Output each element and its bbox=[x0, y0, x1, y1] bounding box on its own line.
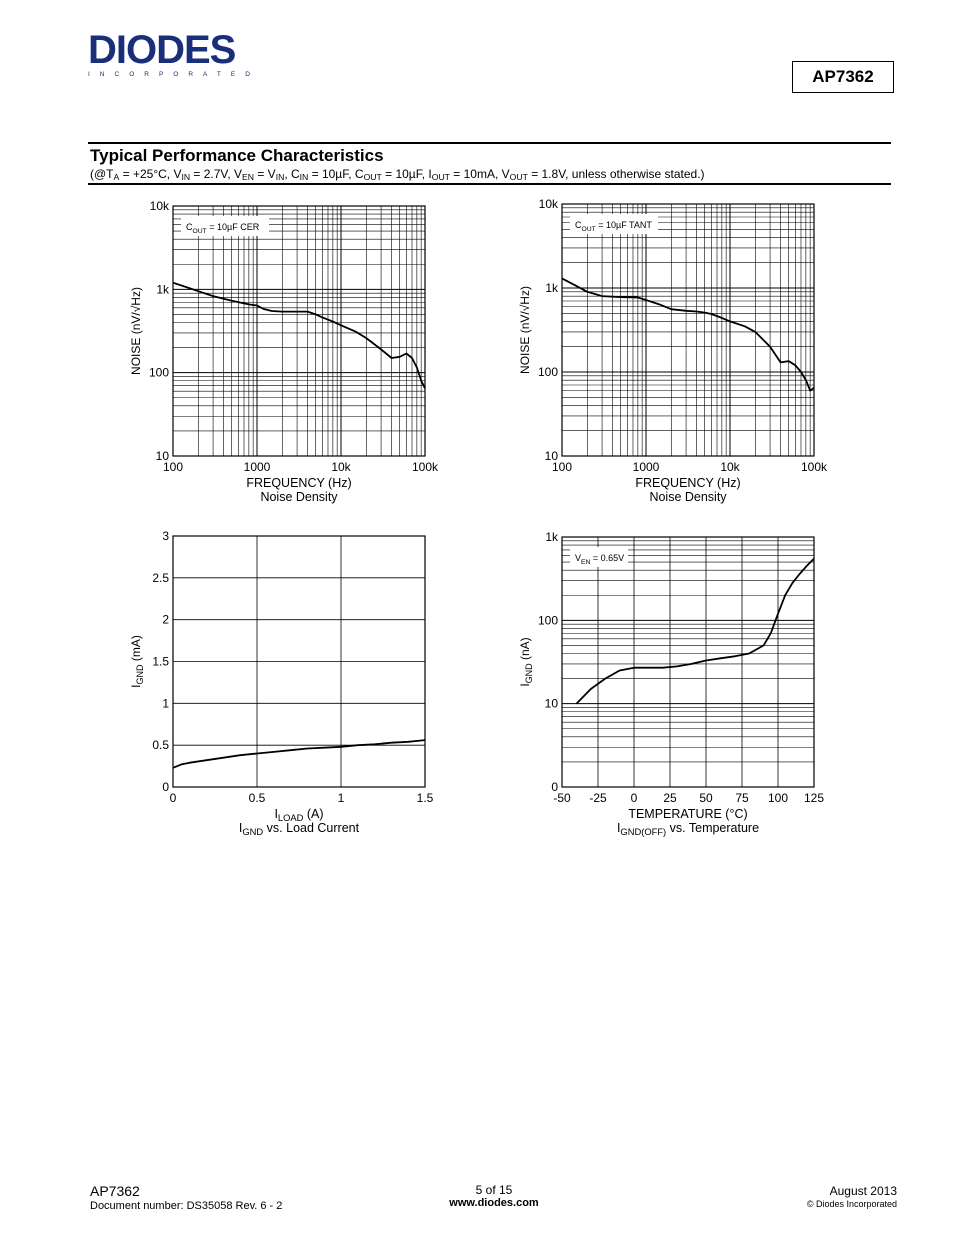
y-tick-label: 100 bbox=[537, 365, 558, 379]
y-tick-label: 0.5 bbox=[152, 738, 169, 753]
y-tick-label: 1k bbox=[545, 281, 558, 295]
x-axis-label: FREQUENCY (Hz) bbox=[246, 476, 352, 490]
grid-lines bbox=[562, 537, 814, 787]
x-tick-label: 100 bbox=[767, 791, 789, 805]
y-tick-label: 100 bbox=[537, 613, 558, 628]
y-axis-label: NOISE (nV/√Hz) bbox=[129, 287, 143, 375]
chart-caption: $I_{GND(OFF)}$ vs. Temperature bbox=[616, 821, 760, 837]
x-tick-label: 25 bbox=[663, 791, 677, 805]
part-number-box: AP7362 bbox=[792, 61, 894, 93]
y-tick-label: 1 bbox=[162, 696, 169, 711]
annotation-label: $C_{OUT} = 10\mu F$ CER bbox=[186, 222, 260, 235]
section-title: Typical Performance Characteristics bbox=[90, 146, 384, 165]
chart-ignd-off-vs-temperature bbox=[518, 530, 824, 837]
y-tick-label: 0 bbox=[551, 780, 558, 794]
x-axis-label: TEMPERATURE (°C) bbox=[628, 807, 748, 821]
x-tick-label: 1000 bbox=[632, 460, 660, 474]
plot-frame bbox=[562, 204, 814, 456]
x-tick-label: 125 bbox=[803, 791, 825, 805]
x-axis-label: FREQUENCY (Hz) bbox=[635, 476, 741, 490]
y-axis-label: $I_{GND}$ (mA) bbox=[129, 635, 145, 688]
footer-copyright: © Diodes Incorporated bbox=[806, 1199, 897, 1209]
x-tick-label: 0 bbox=[169, 791, 177, 805]
test-conditions: ($@T_A = +25^\circ C$, $V_{IN} = 2.7V$, $V_{EN} = V_{IN}$, $C_{IN} = 10\mu F$, $C_{OUT} = 10\mu F$, $I_{OUT} = 10mA$, $V_{OUT} = 1.8V$, unless otherwise stated.) bbox=[90, 167, 705, 183]
y-tick-label: 10 bbox=[544, 696, 558, 711]
chart-caption: Noise Density bbox=[260, 490, 338, 504]
footer-page: 5 of 15 bbox=[475, 1183, 513, 1197]
y-tick-label: 10k bbox=[538, 197, 558, 211]
chart-caption: $I_{GND}$ vs. Load Current bbox=[238, 821, 360, 837]
x-tick-label: 10k bbox=[331, 460, 351, 474]
x-tick-label: 1000 bbox=[243, 460, 271, 474]
chart-ignd-vs-load bbox=[129, 529, 434, 837]
x-tick-label: 100k bbox=[411, 460, 439, 474]
footer-url[interactable]: www.diodes.com bbox=[449, 1197, 539, 1209]
logo-subtext: INCORPORATED bbox=[88, 71, 260, 78]
y-tick-label: 3 bbox=[162, 529, 169, 543]
x-tick-label: 1.5 bbox=[416, 791, 434, 805]
x-tick-label: 100 bbox=[551, 460, 573, 474]
annotation-label: $C_{OUT} = 10\mu F$ TANT bbox=[575, 220, 652, 233]
chart-noise-density-cer bbox=[129, 199, 439, 504]
y-tick-label: 100 bbox=[148, 365, 169, 380]
y-tick-label: 10 bbox=[544, 449, 558, 463]
plot-frame bbox=[173, 206, 425, 456]
grid-lines bbox=[562, 204, 814, 456]
y-axis-label: $I_{GND}$ (nA) bbox=[518, 637, 534, 687]
series-line bbox=[173, 740, 425, 768]
x-tick-label: 10k bbox=[720, 460, 740, 474]
x-tick-label: 0.5 bbox=[248, 791, 266, 805]
grid-lines bbox=[173, 206, 425, 456]
plot-frame bbox=[562, 537, 814, 787]
footer-date: August 2013 bbox=[829, 1184, 897, 1198]
x-axis-label: $I_{LOAD}$ (A) bbox=[274, 807, 324, 823]
y-tick-label: 1k bbox=[545, 530, 558, 544]
chart-caption: Noise Density bbox=[649, 490, 727, 504]
y-tick-label: 1.5 bbox=[152, 654, 169, 669]
x-tick-label: 75 bbox=[735, 791, 749, 805]
x-tick-label: 1 bbox=[337, 791, 345, 805]
x-tick-label: 100 bbox=[162, 460, 184, 474]
y-tick-label: 2 bbox=[162, 612, 169, 627]
y-tick-label: 1k bbox=[156, 282, 169, 297]
x-tick-label: -50 bbox=[553, 791, 571, 805]
x-tick-label: -25 bbox=[589, 791, 607, 805]
series-line bbox=[562, 278, 814, 390]
x-tick-label: 0 bbox=[630, 791, 638, 805]
x-tick-label: 100k bbox=[800, 460, 828, 474]
y-tick-label: 10 bbox=[155, 449, 169, 463]
footer-docnum: Document number: DS35058 Rev. 6 - 2 bbox=[90, 1200, 283, 1212]
x-tick-label: 50 bbox=[699, 791, 713, 805]
y-tick-label: 10k bbox=[149, 199, 169, 213]
annotation-label: $V_{EN} = 0.65V$ bbox=[575, 553, 625, 566]
footer-part: AP7362 bbox=[90, 1183, 140, 1199]
y-tick-label: 2.5 bbox=[152, 570, 169, 585]
logo-wordmark: DIODES bbox=[88, 28, 236, 72]
chart-noise-density-tant bbox=[518, 197, 828, 504]
y-tick-label: 0 bbox=[162, 780, 169, 794]
y-axis-label: NOISE (nV/√Hz) bbox=[518, 286, 532, 374]
